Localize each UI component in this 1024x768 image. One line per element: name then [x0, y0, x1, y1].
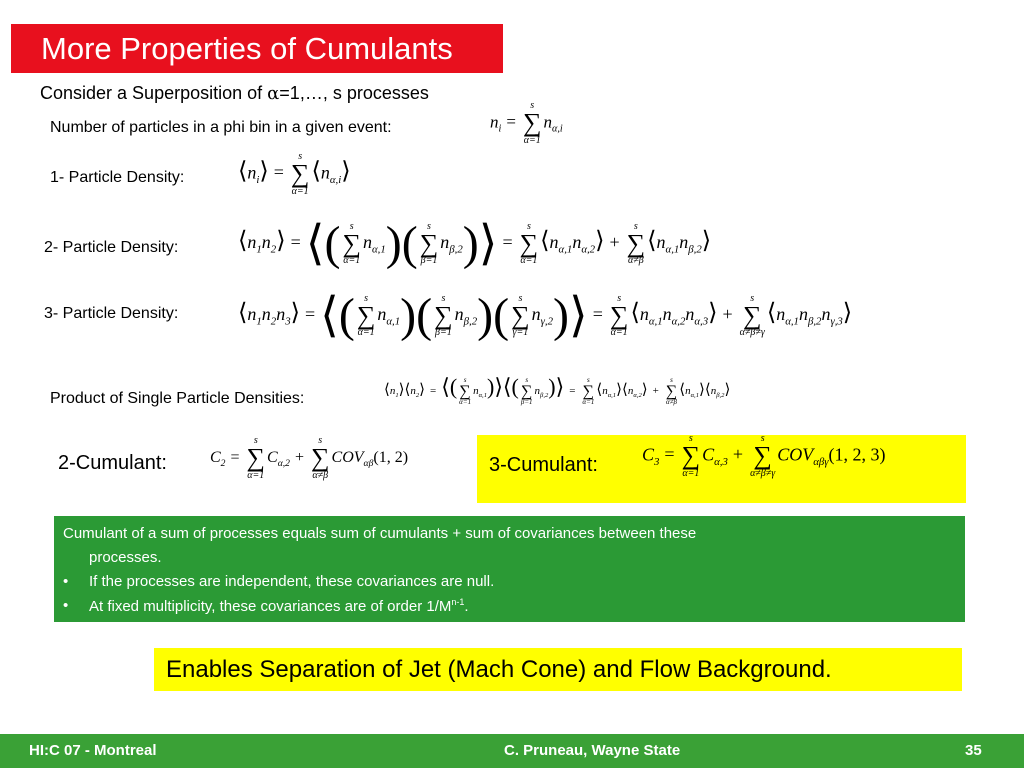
note-intro: Cumulant of a sum of processes equals sum of cumulants + sum of covariances between these [63, 525, 697, 542]
bullet-char: • [63, 573, 69, 590]
bullet-independent-text: If the processes are independent, these covariances are null. [89, 573, 495, 590]
equation-3-cumulant: $C_3$ = s ∑ α=1 $C_{\alpha,3}$ + s ∑ α≠β≠γ $COV_{\alpha\beta\gamma}(1$, 2, 3) [642, 433, 886, 479]
label-density3: 3- Particle Density: [44, 305, 179, 322]
footer-conference: HI:C 07 - Montreal [29, 742, 157, 759]
conclusion-text: Enables Separation of Jet (Mach Cone) and Flow Background. [166, 656, 832, 683]
equation-2-cumulant: $C_2$ = s ∑ α=1 $C_{\alpha,2}$ + s ∑ α≠β $COV_{\alpha\beta}(1$, 2) [210, 435, 409, 481]
equation-product: $⟨n_1⟩⟨n_2⟩$ = ⟨( s ∑ α=1 $n_{\alpha,1})⟩⟨$( s ∑ β=1 $n_{\beta,2})⟩$ = s ∑ α=1 $⟨n_{\alpha,1}⟩⟨n_{\alpha,2}⟩$ + s ∑ α≠β $⟨n_{\alpha,1}⟩⟨n_{\beta,2}⟩$ [384, 374, 731, 407]
cumulant-notes-box [54, 516, 965, 622]
label-3-cumulant: 3-Cumulant: [489, 454, 598, 476]
bullet-fixed-text: At fixed multiplicity, these covariances are of order 1/M [89, 598, 452, 615]
subtitle-post: =1,…, s processes [279, 83, 429, 103]
bullet-char: • [63, 597, 69, 614]
equation-density2: $⟨n_1n_2⟩$ = ⟨( s ∑ α=1 $n_{\alpha,1}$)( s ∑ β=1 $n_{\beta,2})⟩$ = s ∑ α=1 $⟨n_{\alpha,1}n_{\alpha,2}⟩$ + s ∑ α≠β $⟨n_{\alpha,1}n_{\beta,2}⟩$ [238, 217, 712, 270]
bullet-fixed-end: . [464, 598, 469, 615]
bullet-fixed-exponent: n-1 [451, 597, 465, 607]
conclusion-box [154, 648, 962, 691]
label-product: Product of Single Particle Densities: [50, 390, 305, 407]
equation-n-i: $n_i$ = s ∑ α=1 $n_{\alpha,i}$ [490, 100, 563, 146]
label-particles-in-bin: Number of particles in a phi bin in a given event: [50, 119, 392, 136]
subtitle [40, 83, 429, 104]
equation-density1: $⟨n_i⟩$ = s ∑ α=1 $⟨n_{\alpha,i}⟩$ [238, 151, 351, 197]
alpha-symbol: α [267, 83, 280, 104]
label-2-cumulant: 2-Cumulant: [58, 452, 167, 474]
bullet-independent [63, 573, 495, 590]
footer-author: C. Pruneau, Wayne State [504, 742, 681, 759]
subtitle-pre: Consider a Superposition of [40, 83, 268, 103]
bullet-fixed-multiplicity [63, 597, 469, 615]
equation-density3: $⟨n_1n_2n_3⟩$ = ⟨( s ∑ α=1 $n_{\alpha,1}$)( s ∑ β=1 $n_{\beta,2}$)( s ∑ γ=1 $n_{\gamma,2})⟩$ = s ∑ α=1 $⟨n_{\alpha,1}n_{\alpha,2}n_{\alpha,3}⟩$ + s ∑ α≠β≠γ $⟨n_{\alpha,1}n_{\beta,2}n_{\gamma,3}⟩$ [238, 289, 853, 342]
label-density1: 1- Particle Density: [50, 169, 185, 186]
page-number: 35 [965, 742, 982, 759]
note-intro-cont: processes. [89, 549, 162, 566]
footer-bar [0, 734, 1024, 768]
slide-title: More Properties of Cumulants [41, 31, 453, 66]
label-density2: 2- Particle Density: [44, 239, 179, 256]
